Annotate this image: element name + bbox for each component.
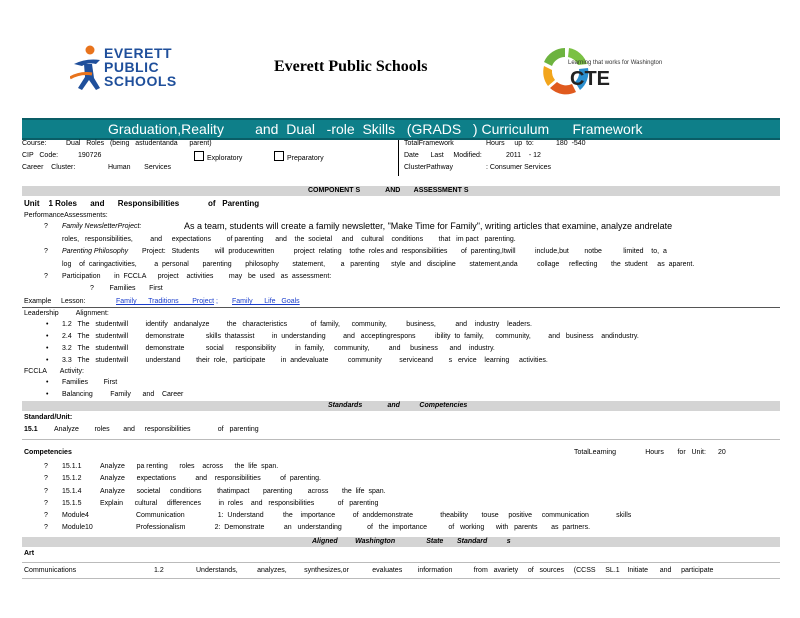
competency-text: Analyze societal conditions thatimpact parenting across the life span. — [100, 488, 386, 495]
q-mark: ? — [44, 463, 48, 470]
communications-code: 1.2 — [154, 567, 164, 574]
perf-item-text-4: log of caringactivities, a personal parenting philosophy statement, a parenting style and discipline statement,anda collage reflecting the student as aparent. — [62, 261, 695, 268]
list-item: 3.3 The studentwill understand their role, participate in andevaluate community serviceand s ervice learning activities. — [62, 357, 548, 364]
competency-code: 15.1.4 — [62, 488, 82, 495]
q-mark: ? — [44, 273, 48, 280]
competency-code: 15.1.2 — [62, 475, 82, 482]
cte-mark: CTE — [570, 68, 610, 90]
example-separator: ; — [214, 298, 222, 305]
title-banner — [22, 118, 780, 140]
competency-text: Analyze expectations and responsibilities of parenting. — [100, 475, 322, 482]
communications-label: Communications — [24, 567, 77, 574]
standard-unit-label: Standard/Unit: — [24, 414, 73, 421]
list-item: 1.2 The studentwill identify andanalyze the characteristics of family, community, business, and industry leaders. — [62, 321, 532, 328]
learning-hours-label: TotalLearning Hours for Unit: — [574, 449, 706, 456]
banner-title: Graduation,Reality and Dual -role Skills (GRADS ) Curriculum Framework — [108, 121, 643, 137]
hours-label: Hours up to: — [486, 140, 534, 147]
perf-item-text-5: Participation in FCCLA project activities may be used as assessment: — [62, 273, 332, 280]
competency-code: Module4 — [62, 512, 89, 519]
logo-line3: SCHOOLS — [104, 73, 177, 89]
fccla-item: Balancing Family and Career — [62, 391, 184, 398]
divider — [22, 562, 780, 563]
hours-value: 180 -540 — [556, 140, 586, 147]
q-mark: ? — [44, 248, 48, 255]
competency-text: Professionalism 2: Demonstrate an understanding of the importance of working with parents as partners. — [136, 524, 591, 531]
career-label: Career Cluster: — [22, 164, 76, 171]
competency-text: Communication 1: Understand the importance of anddemonstrate theability touse positive communication skills — [136, 512, 632, 519]
perf-item-text-3: Project: Students will producewritten project relating tothe roles and responsibilities of parenting,Itwill include,but notbe limited to, a — [142, 248, 667, 255]
cip-label: CIP Code: — [22, 152, 59, 159]
components-heading: COMPONENT S AND ASSESSMENT S — [308, 187, 469, 194]
course-value: Dual Roles (being astudentanda parent) — [66, 140, 212, 147]
bullet-icon: • — [46, 379, 49, 386]
bullet-icon: • — [46, 333, 49, 340]
bullet-icon: • — [46, 345, 49, 352]
list-item: 2.4 The studentwill demonstrate skills thatassist in understanding and acceptingrespons ibility to family, community, and business andindustry. — [62, 333, 639, 340]
page-title: Everett Public Schools — [274, 58, 428, 75]
unit-title: Unit 1 Roles and Responsibilities of Parenting — [24, 199, 260, 208]
everett-logo — [70, 44, 190, 96]
competency-code: 15.1.5 — [62, 500, 82, 507]
perf-item-lead-1: Family NewsletterProject: — [62, 223, 142, 230]
date-value: 2011 - 12 — [506, 152, 541, 159]
example-link-goals[interactable]: Family Life Goals — [232, 298, 300, 305]
perf-item-lead-3: Parenting Philosophy — [62, 248, 129, 255]
q-mark: ? — [44, 475, 48, 482]
competency-text: Explain cultural differences in roles and responsibilities of parenting — [100, 500, 379, 507]
total-label: TotalFramework — [404, 140, 454, 147]
preparatory-checkbox[interactable] — [274, 151, 324, 162]
communications-text: Understands, analyzes, synthesizes,or evaluates information from avariety of sources (CCSS SL.1 Initiate and participate — [196, 567, 714, 574]
figure-icon — [70, 44, 104, 92]
perf-item-text-1: As a team, students will create a family newsletter, "Make Time for Family", writing articles that examine, analyze andrelate — [184, 221, 673, 231]
divider — [22, 578, 780, 579]
example-label: Example Lesson: — [24, 298, 86, 305]
art-label: Art — [24, 550, 35, 557]
logo-line1: EVERETT — [104, 45, 173, 61]
perf-item-text-2: roles, responsibilities, and expectations of parenting and the societal and cultural conditions that im pact parenting. — [62, 236, 516, 243]
performance-label: PerformanceAssessments: — [24, 212, 108, 219]
info-block — [22, 140, 780, 178]
logo-line2: PUBLIC — [104, 59, 160, 75]
exploratory-checkbox[interactable] — [194, 151, 242, 162]
q-mark: ? — [44, 512, 48, 519]
bullet-icon: • — [46, 321, 49, 328]
example-link-traditions[interactable]: Family Traditions Project — [116, 298, 215, 305]
exploratory-label: Exploratory — [207, 155, 243, 162]
standard-code: 15.1 — [24, 426, 38, 433]
list-item: 3.2 The studentwill demonstrate social responsibility in family, community, and business and industry. — [62, 345, 495, 352]
fccla-label: FCCLA Activity: — [24, 368, 84, 375]
standard-text: Analyze roles and responsibilities of parenting — [54, 426, 259, 433]
competencies-label: Competencies — [24, 449, 72, 456]
cte-logo — [538, 44, 708, 100]
q-mark: ? — [44, 488, 48, 495]
perf-item-text-6: ? Families First — [90, 285, 163, 292]
pathway-value: : Consumer Services — [486, 164, 551, 171]
date-label: Date Last Modified: — [404, 152, 482, 159]
q-mark: ? — [44, 223, 48, 230]
preparatory-label: Preparatory — [287, 155, 324, 162]
q-mark: ? — [44, 524, 48, 531]
divider — [22, 307, 780, 308]
cte-tagline: Learning that works for Washington — [568, 60, 663, 66]
learning-hours-value: 20 — [718, 449, 726, 456]
fccla-item: Families First — [62, 379, 118, 386]
competency-code: Module10 — [62, 524, 93, 531]
competency-text: Analyze pa renting roles across the life span. — [100, 463, 279, 470]
bullet-icon: • — [46, 391, 49, 398]
cip-value: 190726 — [78, 152, 102, 159]
divider — [22, 439, 780, 440]
bullet-icon: • — [46, 357, 49, 364]
course-label: Course: — [22, 140, 47, 147]
competency-code: 15.1.1 — [62, 463, 82, 470]
career-value: Human Services — [108, 164, 172, 171]
q-mark: ? — [44, 500, 48, 507]
pathway-label: ClusterPathway — [404, 164, 454, 171]
leadership-label: Leadership Alignment: — [24, 310, 109, 317]
aligned-heading: Aligned Washington State Standard s — [312, 538, 511, 545]
standards-heading: Standards and Competencies — [328, 402, 468, 409]
